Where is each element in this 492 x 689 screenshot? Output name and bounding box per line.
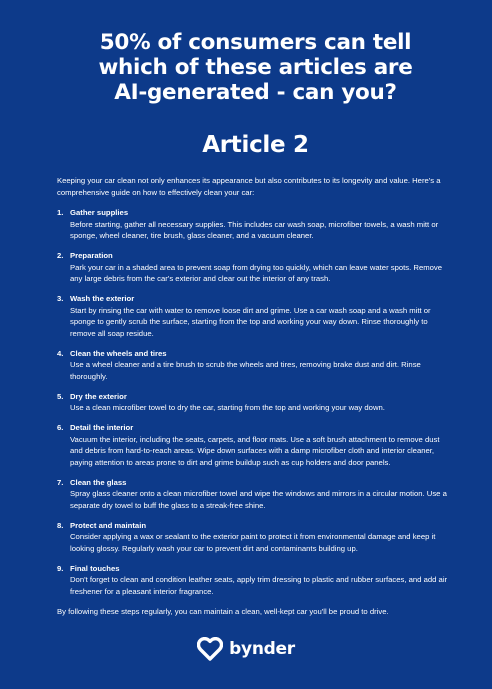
logo-wordmark: bynder xyxy=(229,639,295,659)
step-title: Clean the glass xyxy=(70,477,127,487)
step-item xyxy=(57,477,454,512)
step-item xyxy=(57,293,454,339)
headline xyxy=(38,30,473,105)
step-number: 9. xyxy=(57,563,64,573)
step-number: 1. xyxy=(57,208,64,217)
step-item xyxy=(57,348,454,383)
step-number: 3. xyxy=(57,294,64,303)
step-number: 8. xyxy=(57,520,64,530)
headline-line-1: 50% of consumers can tell xyxy=(99,30,412,55)
steps-list xyxy=(57,207,454,597)
step-text: Don't forget to clean and condition leather seats, apply trim dressing to plastic and rubber surfaces, and add air freshener for a pleasant interior fragrance. xyxy=(70,575,448,596)
step-text: Start by rinsing the car with water to remove loose dirt and grime. Use a car wash soap and a wash mitt or sponge to gently scrub the surface, starting from the top and working your way down. Rinse thoroughly to remove all soap residue. xyxy=(70,305,431,338)
bynder-logo xyxy=(0,637,492,661)
step-item xyxy=(57,207,454,242)
bynder-heart-icon xyxy=(197,637,223,661)
step-text: Use a wheel cleaner and a tire brush to scrub the wheels and tires, removing brake dust and dirt. Rinse thoroughly. xyxy=(70,360,421,381)
step-title: Dry the exterior xyxy=(70,391,127,401)
step-title: Wash the exterior xyxy=(70,294,135,303)
headline-line-3: AI-generated - can you? xyxy=(114,80,397,105)
step-item xyxy=(57,422,454,468)
headline-line-2: which of these articles are xyxy=(98,55,413,80)
step-number: 7. xyxy=(57,477,64,487)
step-item xyxy=(57,391,454,414)
step-number: 2. xyxy=(57,251,64,260)
step-number: 5. xyxy=(57,391,64,401)
step-number: 4. xyxy=(57,348,64,358)
step-text: Before starting, gather all necessary supplies. This includes car wash soap, microfiber towels, a wash mitt or sponge, wheel cleaner, tire brush, glass cleaner, and a vacuum cleaner. xyxy=(70,219,439,240)
step-text: Spray glass cleaner onto a clean microfiber towel and wipe the windows and mirrors in a circular motion. Use a separate dry towel to buff the glass to a streak-free shine. xyxy=(70,489,447,510)
step-text: Park your car in a shaded area to prevent soap from drying too quickly, which can leave water spots. Remove any large debris from the car's exterior and clear out the interior of any trash. xyxy=(70,262,443,283)
step-title: Preparation xyxy=(70,251,113,260)
step-title: Detail the interior xyxy=(70,423,134,432)
step-item xyxy=(57,250,454,285)
step-title: Final touches xyxy=(70,563,120,573)
intro-paragraph: Keeping your car clean not only enhances its appearance but also contributes to its longevity and value. Here's a comprehensive guide on how to effectively clean your car: xyxy=(57,176,441,197)
step-text: Vacuum the interior, including the seats, carpets, and floor mats. Use a soft brush attachment to remove dust and debris from hard-to-reach areas. Wipe down surfaces with a damp microfiber cloth and interior cleaner, paying attention to areas prone to dirt and grime buildup such as cup holders and door panels. xyxy=(70,434,440,467)
step-title: Gather supplies xyxy=(70,208,129,217)
step-item xyxy=(57,563,454,598)
closing-paragraph: By following these steps regularly, you can maintain a clean, well-kept car you'll be proud to drive. xyxy=(57,606,389,616)
article-title: Article 2 xyxy=(202,132,309,158)
step-title: Protect and maintain xyxy=(70,520,147,530)
step-item xyxy=(57,520,454,555)
step-text: Consider applying a wax or sealant to the exterior paint to protect it from environmental damage and keep it looking glossy. Regularly wash your car to prevent dirt and contaminants building up. xyxy=(70,532,436,553)
step-text: Use a clean microfiber towel to dry the car, starting from the top and working your way down. xyxy=(70,403,385,412)
step-number: 6. xyxy=(57,423,64,432)
step-title: Clean the wheels and tires xyxy=(70,348,167,358)
